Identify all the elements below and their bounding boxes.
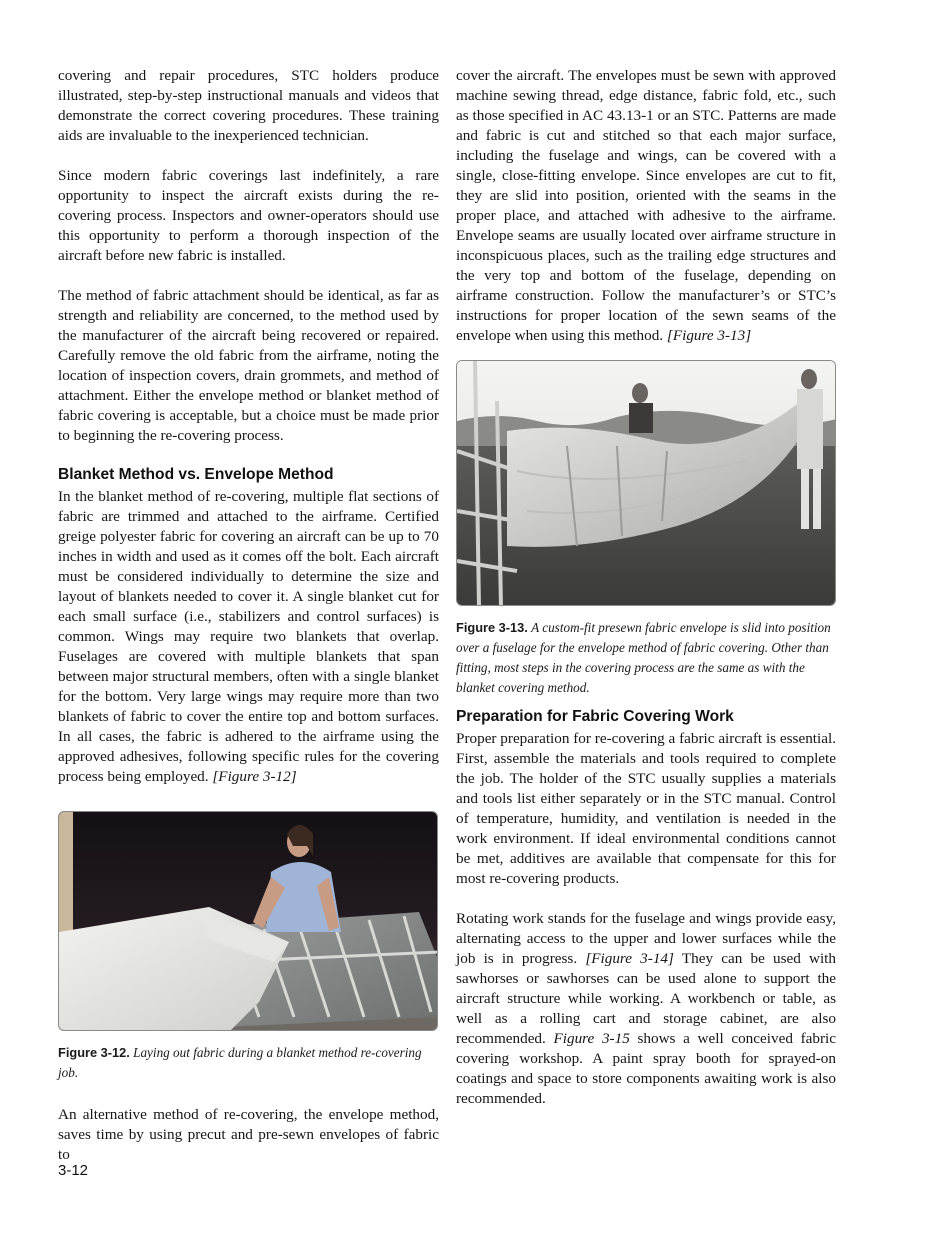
- work-stands-text-a: Rotating work stands for the fuselage and wings provide easy, alternating access to the upper and lower surfaces while the job is in progress.: [456, 910, 836, 967]
- figure-3-13-caption-text: A custom-fit presewn fabric envelope is slid into position over a fuselage for the envelope method of fabric covering. Other than fitting, most steps in the covering process are the same as with the blanket covering method.: [456, 620, 831, 695]
- paragraph-fabric-attachment: The method of fabric attachment should be identical, as far as strength and reliability are concerned, to the method used by the manufacturer of the aircraft being recovered or repaired. Carefully remove the old fabric from the airframe, noting the location of inspection covers, drain grommets, and method of attachment. Either the envelope method or blanket method of fabric covering is acceptable, but a choice must be made prior to beginning the re-covering process.: [58, 287, 439, 444]
- figure-3-13-caption: [456, 618, 836, 698]
- heading-preparation: Preparation for Fabric Covering Work: [456, 708, 734, 725]
- figure-3-12-photo: [58, 811, 438, 1031]
- paragraph-training-aids: covering and repair procedures, STC holders produce illustrated, step-by-step instructional manuals and videos that demonstrate the correct covering procedures. These training aids are invaluable to the inexperienced technician.: [58, 67, 439, 144]
- figure-3-13-label: Figure 3-13.: [456, 620, 528, 635]
- heading-blanket-vs-envelope: Blanket Method vs. Envelope Method: [58, 466, 334, 483]
- figure-3-12-caption-text: Laying out fabric during a blanket method re-covering job.: [58, 1045, 422, 1080]
- paragraph-blanket-method: [58, 487, 439, 787]
- figure-3-12-label: Figure 3-12.: [58, 1045, 130, 1060]
- paragraph-preparation: Proper preparation for re-covering a fabric aircraft is essential. First, assemble the materials and tools required to complete the job. The holder of the STC usually supplies a materials and tools list either separately or in the STC manual. Control of temperature, humidity, and ventilation is needed in the work environment. If ideal environmental conditions cannot be met, additives are available that compensate for this for most re-covering products.: [456, 730, 836, 887]
- paragraph-envelope-method-intro: An alternative method of re-covering, the envelope method, saves time by using precut and pre-sewn envelopes of fabric to: [58, 1106, 439, 1163]
- envelope-sewing-text: cover the aircraft. The envelopes must be sewn with approved machine sewing thread, edge distance, fabric fold, etc., such as those specified in AC 43.13-1 or an STC. Patterns are made and fabric is cut and stitched so that each major surface, including the fuselage and wings, can be covered with a single, close-fitting envelope. Since envelopes are cut to fit, they are slid into position, oriented with the seams in the proper place, and attached with adhesive to the airframe. Envelope seams are usually located over airframe structure in inconspicuous places, such as the trailing edge structures and the very top and bottom of the fuselage, depending on airframe construction. Follow the manufacturer’s or STC’s instructions for proper location of the sewn seams of the envelope when using this method.: [456, 67, 836, 344]
- figure-3-15-reference: Figure 3-15: [553, 1030, 630, 1047]
- figure-3-12-caption: [58, 1043, 439, 1083]
- blanket-method-text: In the blanket method of re-covering, multiple flat sections of fabric are trimmed and attached to the airframe. Certified greige polyester fabric for covering an aircraft can be up to 70 inches in width and used as it comes off the bolt. Each aircraft must be considered individually to determine the size and layout of blankets needed to cover it. A single blanket cut for each small surface (i.e., stabilizers and control surfaces) is common. Wings may require two blankets that overlap. Fuselages are covered with multiple blankets that span between major structural members, often with a single blanket for the bottom. Very large wings may require more than two blankets of fabric to cover the entire top and bottom surfaces. In all cases, the fabric is adhered to the airframe using the approved adhesives, following specific rules for the covering process being employed.: [58, 488, 439, 785]
- figure-3-13-reference: [Figure 3-13]: [666, 327, 752, 344]
- left-column: [58, 66, 439, 1185]
- figure-3-13-photo: [456, 360, 836, 606]
- work-stands-text-c: shows a well conceived fabric covering workshop. A paint spray booth for sprayed-on coatings and space to store components awaiting work is also recommended.: [456, 1030, 836, 1107]
- page-number: 3-12: [58, 1162, 89, 1179]
- paragraph-work-stands: [456, 909, 836, 1109]
- paragraph-inspection-opportunity: Since modern fabric coverings last indefinitely, a rare opportunity to inspect the aircraft exists during the re-covering process. Inspectors and owner-operators should use this opportunity to perform a thorough inspection of the aircraft before new fabric is installed.: [58, 167, 439, 264]
- work-stands-text-b: They can be used with sawhorses or sawhorses can be used alone to support the aircraft structure while working. A workbench or table, as well as a rolling cart and storage cabinet, are also recommended.: [456, 950, 836, 1047]
- figure-3-14-reference: [Figure 3-14]: [585, 950, 674, 967]
- paragraph-envelope-sewing: [456, 66, 836, 346]
- figure-3-12-reference: [Figure 3-12]: [212, 768, 297, 785]
- envelope-fuselage-photo-illustration: [457, 361, 836, 606]
- right-column: [456, 66, 836, 1129]
- fabric-layout-photo-illustration: [59, 812, 438, 1031]
